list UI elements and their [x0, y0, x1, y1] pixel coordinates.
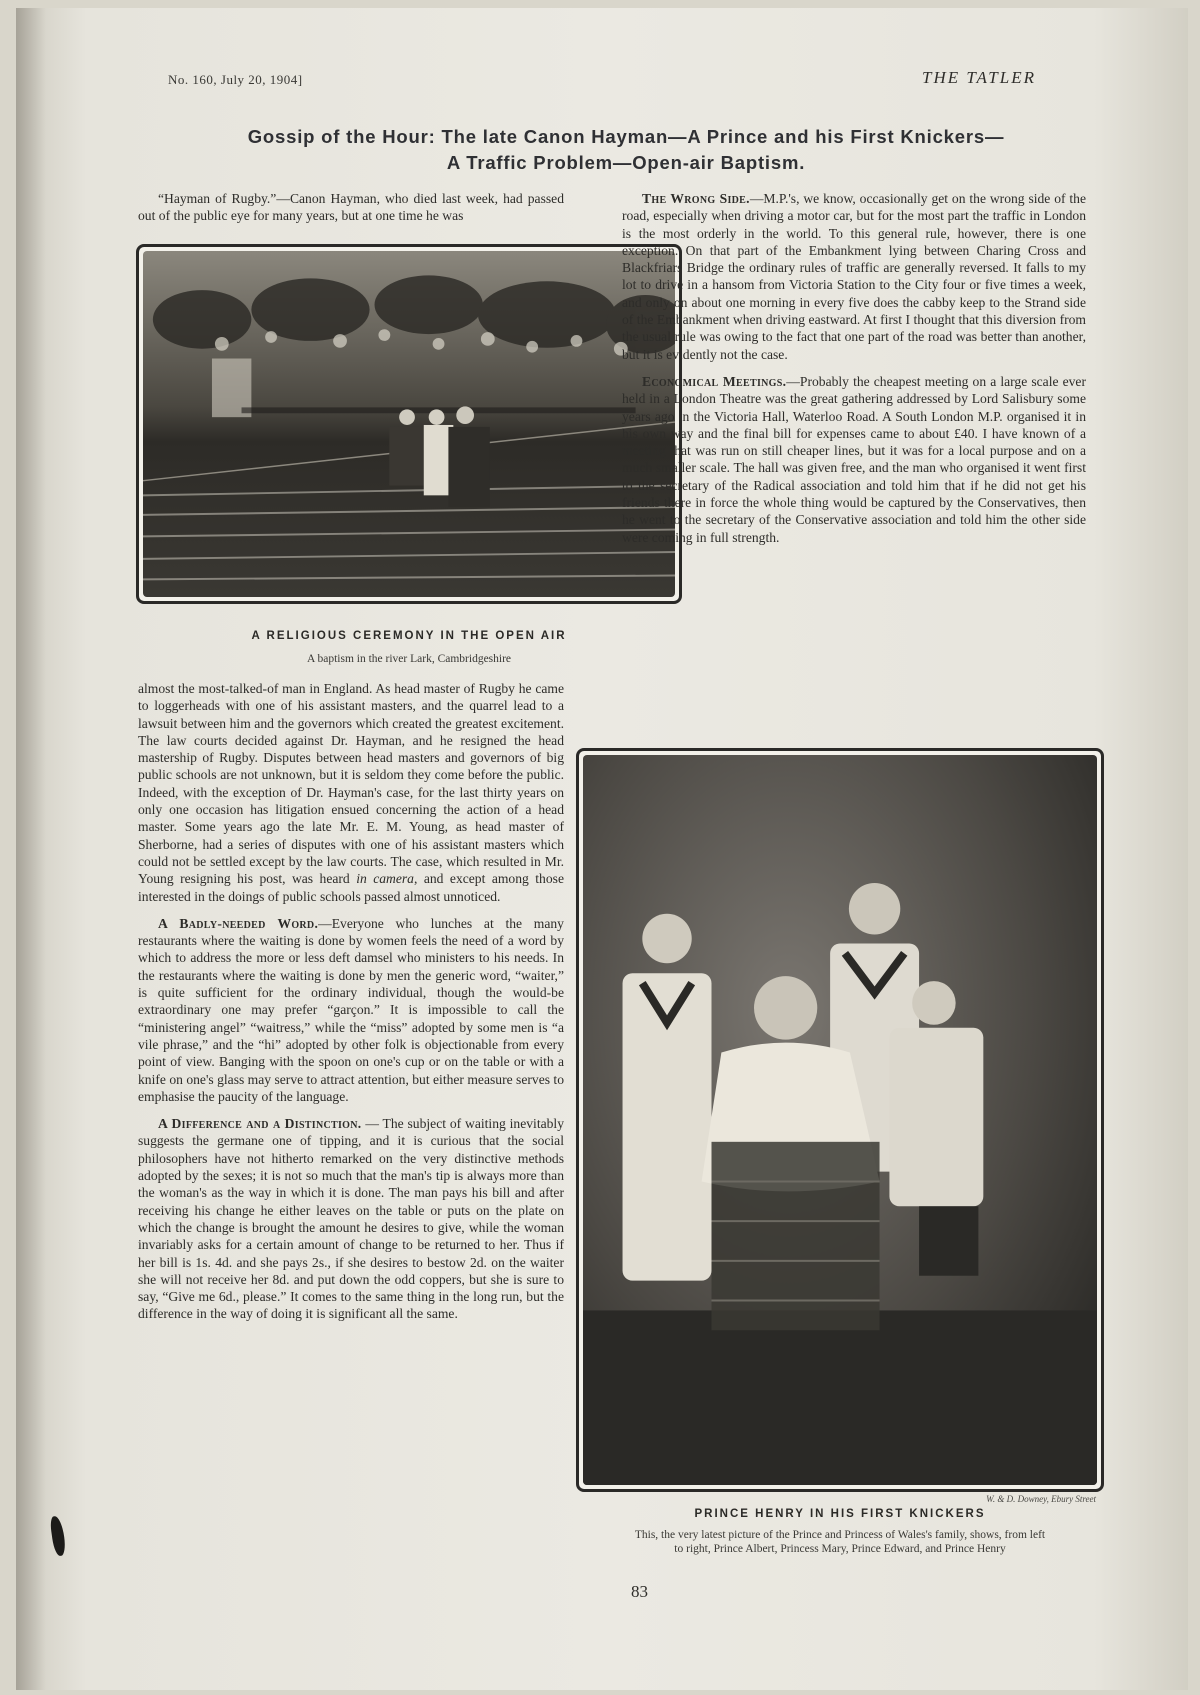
body-difference-distinction: — The subject of waiting inevitably suggests the germane one of tipping, and it is curious that the social philosophers have not hitherto remarked on the very distinctive methods adopted by the sexes; it is not so much that the man's tip is always more than the woman's as the way in which it is done. The man pays his bill and after receiving his change he either leaves on the table or puts on the plate on which the change is brought the amount he desires to give, while the woman invariably asks for a certain amount of change to be returned to her. Thus if her bill is 1s. 4d. and she pays 2s., if she desires to bestow 2d. on the waiter she will not receive her 8d. and put down the odd coppers, but she is sure to say, “Give me 6d., please.” It comes to the same thing in the long run, but the difference in the way of doing it is significant all the same. [138, 1116, 565, 1322]
baptism-caption-title: A RELIGIOUS CEREMONY IN THE OPEN AIR [251, 630, 567, 642]
baptism-photo [136, 244, 682, 604]
left-intro [138, 190, 564, 225]
prince-photo [576, 748, 1104, 1492]
baptism-caption: A baptism in the river Lark, Cambridgeshire [306, 653, 512, 665]
lead-difference-distinction: A Difference and a Distinction. [158, 1116, 362, 1132]
intro-text: —Canon Hayman, who died last week, had passed out of the public eye for many years, but at one time he was [138, 191, 565, 224]
prince-caption-title: PRINCE HENRY IN HIS FIRST KNICKERS [694, 1508, 986, 1520]
page-headline [136, 124, 1116, 176]
paragraph-difference-distinction [138, 1115, 564, 1323]
royal-children-image [583, 755, 1097, 1485]
lead-wrong-side: The Wrong Side. [642, 191, 750, 206]
prince-caption-line-2: to right, Prince Albert, Princess Mary, Prince Edward, and Prince Henry [674, 1543, 1006, 1555]
hayman-continued: almost the most-talked-of man in England. As head master of Rugby he came to loggerheads with one of his assistant masters, and the quarrel lead to a lawsuit between him and the governors which created the greatest excitement. The law courts decided against Dr. Hayman, and he resigned the head mastership of Rugby. Disputes between head masters and governors of big public schools are not unknown, but it is seldom they come before the public. Indeed, with the exception of Dr. Hayman's case, for the last thirty years on only one occasion has litigation ensued concerning the action of a head master. Some years ago the late Mr. E. M. Young, as head master of Sherborne, had a series of disputes with one of his assistant masters which could not be settled except by the law courts. The case, which resulted in Mr. Young resigning his post, was heard [138, 681, 564, 887]
paragraph-badly-needed-word [138, 915, 564, 1105]
prince-caption-line-1: This, the very latest picture of the Prince and Princess of Wales's family, shows, from left [634, 1529, 1046, 1541]
intro-head: “Hayman of Rugby.” [158, 191, 277, 206]
lead-badly-needed-word: A Badly-needed Word. [158, 915, 319, 931]
page-number: 83 [631, 1582, 648, 1601]
body-economical-meetings: —Probably the cheapest meeting on a large scale ever held in a London Theatre was the great gathering addressed by Lord Salisbury some years ago in the Victoria Hall, Waterloo Road. A South London M.P. organised it in his own way and the final bill for expenses came to about £40. I have known of a meeting that was run on still cheaper lines, but it was for a local purpose and on a much smaller scale. The hall was given free, and the man who organised it went first to the secretary of the Radical association and told him that if he did not get his friends there in force the whole thing would be captured by the Conservatives, then he went to the secretary of the Conservative association and told him the other side were coming in full strength. [622, 373, 1086, 545]
left-column-continued [138, 680, 564, 1323]
hayman-continued-end: , and except among those interested in the doings of public schools passed almost unnoticed. [138, 871, 564, 904]
magazine-title: THE TATLER [922, 68, 1036, 87]
ink-blot [49, 1515, 66, 1556]
magazine-page [16, 8, 1188, 1690]
issue-line: No. 160, July 20, 1904] [168, 72, 303, 87]
headline-line-2: A Traffic Problem—Open-air Baptism. [446, 152, 806, 173]
binding-shadow [16, 8, 46, 1690]
paragraph-economical-meetings [622, 373, 1086, 546]
baptism-image [143, 251, 675, 597]
body-badly-needed-word: —Everyone who lunches at the many restaurants where the waiting is done by women feels the need of a word by which to address the more or less deft damsel who ministers to his needs. In the restaurants where the waiting is done by men the generic word, “waiter,” is quite sufficient for the ordinary individual, though the would-be extraordinary one may prefer “garçon.” It is impossible to call the “ministering angel” “waitress,” while the “miss” adopted by some men is “a vile phrase,” and the “hi” adopted by other folk is objectionable from every point of view. Banging with the spoon on one's cup or on the table or with a knife on one's glass may serve to attract attention, but either measure serves to emphasise the paucity of the language. [138, 915, 564, 1104]
right-column [622, 190, 1086, 546]
body-wrong-side: —M.P.'s, we know, occasionally get on the wrong side of the road, especially when driving a motor car, but for the most part the traffic in London is the most orderly in the world. To this general rule, however, there is one exception. On that part of the Embankment lying between Charing Cross and Blackfriars Bridge the ordinary rules of traffic are generally reversed. It falls to my lot to drive in a hansom from Victoria Station to the City four or five times a week, and only on about one morning in every five does the cabby keep to the Strand side of the Embankment when driving eastward. At first I thought that this diversion from the usual rule was owing to the fact that one part of the road was better than another, but it is evidently not the case. [622, 191, 1086, 362]
photo-credit: W. & D. Downey, Ebury Street [986, 1494, 1096, 1504]
paragraph-wrong-side [622, 190, 1086, 363]
prince-caption [576, 1528, 1104, 1556]
italic-phrase: in camera [356, 871, 414, 887]
lead-economical-meetings: Economical Meetings. [642, 373, 787, 389]
headline-line-1: Gossip of the Hour: The late Canon Hayman—A Prince and his First Knickers— [247, 126, 1005, 147]
